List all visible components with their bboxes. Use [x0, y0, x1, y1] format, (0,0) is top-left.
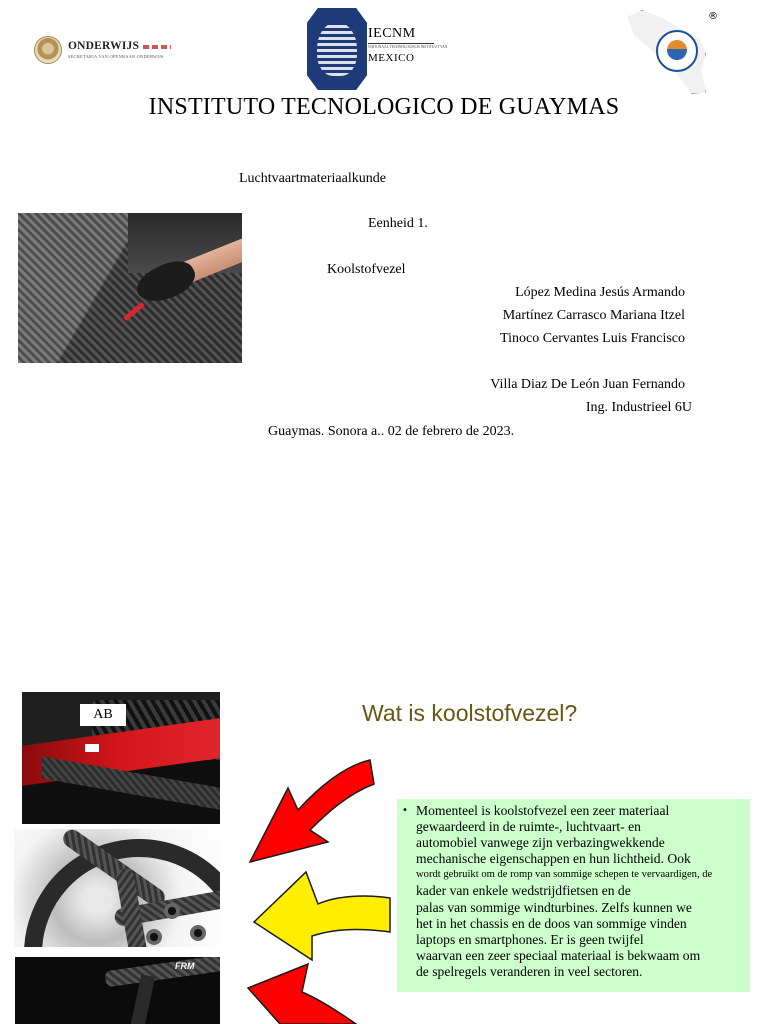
paragraph-line: automobiel vanwege zijn verbazingwekkende: [416, 835, 665, 851]
tecnm-logo-text: [368, 26, 448, 72]
tecnm-shield-icon: [307, 8, 367, 90]
red-arrow-shape: [250, 760, 374, 862]
carbon-fiber-car-photo: [22, 692, 220, 824]
carbon-fiber-fabric-photo: [18, 213, 242, 363]
registered-mark: ®: [708, 11, 718, 22]
definition-text-box: [397, 799, 750, 992]
topic-label: Koolstofvezel: [327, 262, 406, 277]
paragraph-line: laptops en smartphones. Er is geen twijfel: [416, 931, 644, 947]
paragraph-line: Momenteel is koolstofvezel een zeer materiaal: [416, 803, 670, 818]
red-arrow-shape: [248, 964, 356, 1024]
paragraph-line: de spelregels veranderen in veel sectoren.: [416, 963, 643, 979]
unit-label: Eenheid 1.: [368, 216, 428, 231]
onderwijs-logo-text: ONDERWIJS: [68, 40, 140, 52]
onderwijs-logo-subtext: SECRETARIA VAN OPENBAAR ONDERWIJS: [68, 53, 164, 59]
institution-title: INSTITUTO TECNOLOGICO DE GUAYMAS: [148, 94, 620, 120]
red-arrow-icon: [246, 962, 364, 1024]
sonora-map-logo: [626, 8, 708, 94]
guaymas-emblem-icon: [656, 30, 698, 72]
paragraph-line: kader van enkele wedstrijdfietsen en de: [416, 883, 631, 899]
slide-title: Wat is koolstofvezel?: [362, 700, 578, 726]
place-and-date: Guaymas. Sonora a.. 02 de febrero de 2023.: [268, 424, 515, 439]
carbon-fiber-wheel-photo: [14, 829, 220, 947]
paragraph-line: waarvan een zeer speciaal materiaal is bekwaam om: [416, 947, 701, 963]
tecnm-logo-title: IECNM: [368, 26, 434, 44]
red-arrow-icon: [248, 758, 376, 864]
carbon-fiber-bike-photo: [15, 957, 220, 1024]
yellow-arrow-shape: [254, 872, 390, 960]
teacher-name: Villa Diaz De León Juan Fernando: [490, 377, 685, 392]
author-name: López Medina Jesús Armando: [515, 285, 685, 300]
career-group: Ing. Industrieel 6U: [585, 400, 692, 415]
paragraph-line: mechanische eigenschappen en hun lichtheid. Ook: [416, 851, 691, 867]
author-name: Martínez Carrasco Mariana Itzel: [502, 308, 685, 323]
course-name: Luchtvaartmateriaalkunde: [239, 171, 386, 186]
license-plate: AB: [80, 704, 126, 726]
paragraph-line: palas van sommige windturbines. Zelfs kunnen we: [416, 899, 692, 915]
bullet-marker: •: [402, 805, 408, 816]
bike-brand-label: FRM: [175, 961, 195, 971]
definition-paragraph: [416, 803, 712, 980]
author-name: Tinoco Cervantes Luis Francisco: [500, 331, 685, 346]
yellow-arrow-icon: [252, 870, 394, 962]
paragraph-line: gewaardeerd in de ruimte-, luchtvaart- en: [416, 819, 641, 835]
tecnm-logo-country: MEXICO: [368, 52, 415, 64]
onderwijs-logo: [34, 34, 174, 66]
paragraph-line: het in het chassis en de doos van sommige vinden: [416, 915, 687, 931]
paragraph-line: wordt gebruikt om de romp van sommige schepen te vervaardigen, de: [416, 869, 713, 881]
tecnm-logo-subtext: NATIONAAL TECHNOLOGISCH INSTITUUT VAN: [368, 45, 448, 49]
national-seal-icon: [34, 36, 62, 64]
